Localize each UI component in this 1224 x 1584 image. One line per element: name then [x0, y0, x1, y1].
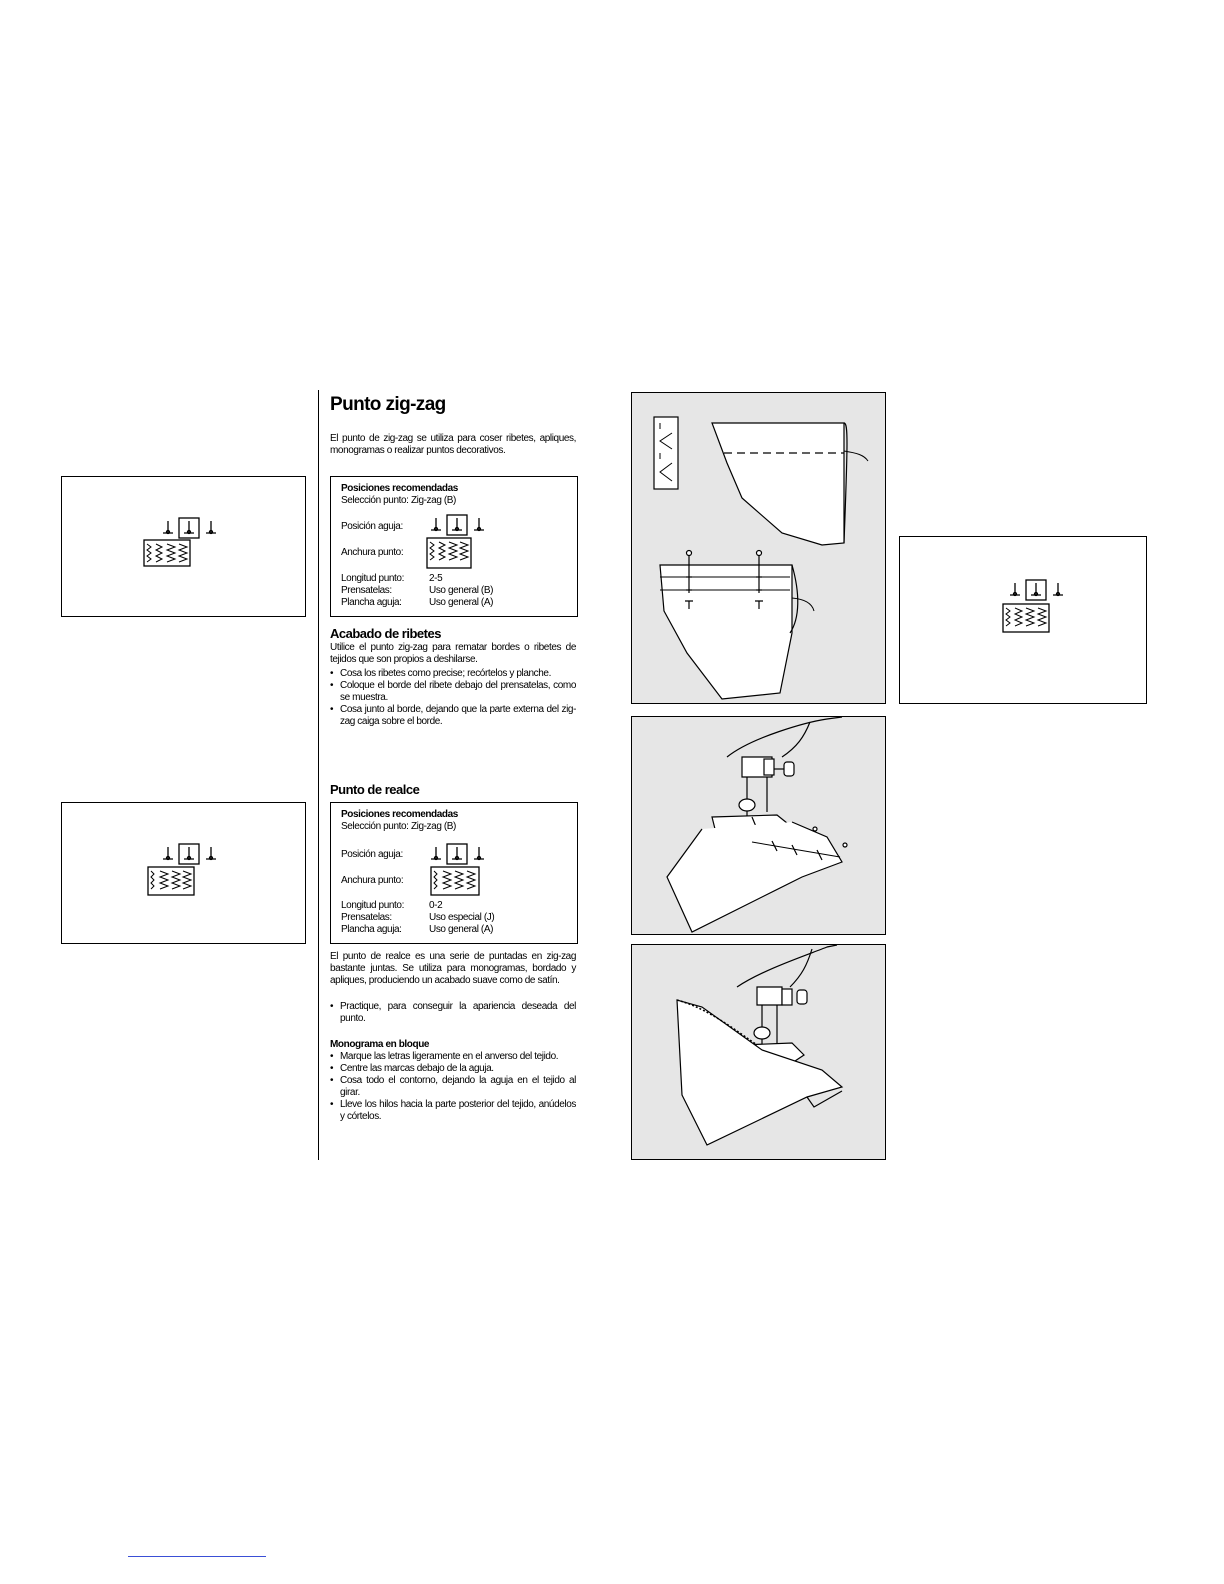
satin-stitch-figure [631, 944, 886, 1160]
stitch-selection-row [341, 821, 456, 832]
needle-label: Posición aguja: [341, 521, 403, 532]
foot-value: Uso general (B) [429, 585, 494, 596]
settings-heading: Posiciones recomendadas [341, 483, 458, 494]
width-label: Anchura punto: [341, 875, 404, 886]
needle-position-icon [427, 514, 491, 536]
plate-value: Uso general (A) [429, 924, 494, 935]
monogram-list [330, 1051, 576, 1123]
list-item: • Cosa los ribetes como precise; recórtelos y planche. [330, 668, 576, 680]
needle-position-icon [159, 517, 223, 539]
list-item: • Cosa junto al borde, dejando que la parte externa del zig-zag caiga sobre el borde. [330, 704, 576, 728]
foot-label: Prensatelas: [341, 585, 392, 596]
stitch-width-icon [1001, 603, 1051, 633]
page-title: Punto zig-zag [330, 394, 446, 415]
left-panel-top [61, 476, 306, 617]
needle-position-icon [427, 843, 491, 865]
foot-label: Prensatelas: [341, 912, 392, 923]
satin-settings-box [330, 802, 578, 944]
column-divider [318, 390, 319, 1160]
needle-plate-row [341, 597, 493, 608]
stitch-label: Selección punto: [341, 821, 409, 832]
footnote-rule [128, 1556, 266, 1557]
satin-stitch-text: El punto de realce es una serie de puntadas en zig-zag bastante juntas. Se utiliza para monogramas, bordado y apliques, produciendo un acabado suave como de satín. [330, 951, 576, 986]
left-panel-bottom [61, 802, 306, 944]
length-label: Longitud punto: [341, 573, 404, 584]
edge-finish-text: Utilice el punto zig-zag para rematar bordes o ribetes de tejidos que son propios a deshilarse. [330, 642, 576, 665]
needle-label: Posición aguja: [341, 849, 403, 860]
list-item: • Marque las letras ligeramente en el anverso del tejido. [330, 1051, 576, 1063]
stitch-value: Zig-zag (B) [410, 821, 456, 832]
stitch-width-icon [429, 866, 481, 896]
list-item: • Centre las marcas debajo de la aguja. [330, 1063, 576, 1075]
stitch-value: Zig-zag (B) [410, 495, 456, 506]
satin-stitch-list [330, 1001, 576, 1025]
stitch-label: Selección punto: [341, 495, 409, 506]
intro-paragraph: El punto de zig-zag se utiliza para coser ribetes, apliques, monogramas o realizar puntos decorativos. [330, 433, 576, 456]
length-label: Longitud punto: [341, 900, 404, 911]
needle-position-row [341, 849, 403, 860]
list-item: • Cosa todo el contorno, dejando la aguja en el tejido al girar. [330, 1075, 576, 1099]
stitch-width-icon [146, 866, 196, 896]
stitch-length-row [341, 573, 442, 584]
stitch-selection-row [341, 495, 456, 506]
stitch-width-icon [142, 539, 192, 567]
width-label: Anchura punto: [341, 547, 404, 558]
stitch-width-row [341, 875, 403, 886]
list-item: • Coloque el borde del ribete debajo del prensatelas, como se muestra. [330, 680, 576, 704]
zigzag-settings-box [330, 476, 578, 617]
right-panel [899, 536, 1147, 704]
needle-plate-row [341, 924, 493, 935]
presser-foot-edge-figure [631, 716, 886, 935]
needle-position-row [341, 521, 403, 532]
stitch-width-row [341, 547, 403, 558]
list-item: • Practique, para conseguir la apariencia deseada del punto. [330, 1001, 576, 1025]
needle-position-icon [1006, 579, 1070, 601]
presser-foot-row [341, 585, 493, 596]
plate-label: Plancha aguja: [341, 597, 402, 608]
plate-value: Uso general (A) [429, 597, 494, 608]
plate-label: Plancha aguja: [341, 924, 402, 935]
satin-stitch-title: Punto de realce [330, 782, 420, 797]
foot-value: Uso especial (J) [429, 912, 495, 923]
monogram-title: Monograma en bloque [330, 1039, 430, 1050]
edge-finish-title: Acabado de ribetes [330, 626, 441, 641]
edge-finish-list [330, 668, 576, 728]
length-value: 2-5 [429, 573, 443, 584]
stitch-width-icon [425, 537, 473, 569]
seam-finish-figure [631, 392, 886, 704]
list-item: • Lleve los hilos hacia la parte posterior del tejido, anúdelos y córtelos. [330, 1099, 576, 1123]
stitch-length-row [341, 900, 442, 911]
needle-position-icon [159, 843, 223, 865]
settings-heading: Posiciones recomendadas [341, 809, 458, 820]
presser-foot-row [341, 912, 494, 923]
length-value: 0-2 [429, 900, 443, 911]
